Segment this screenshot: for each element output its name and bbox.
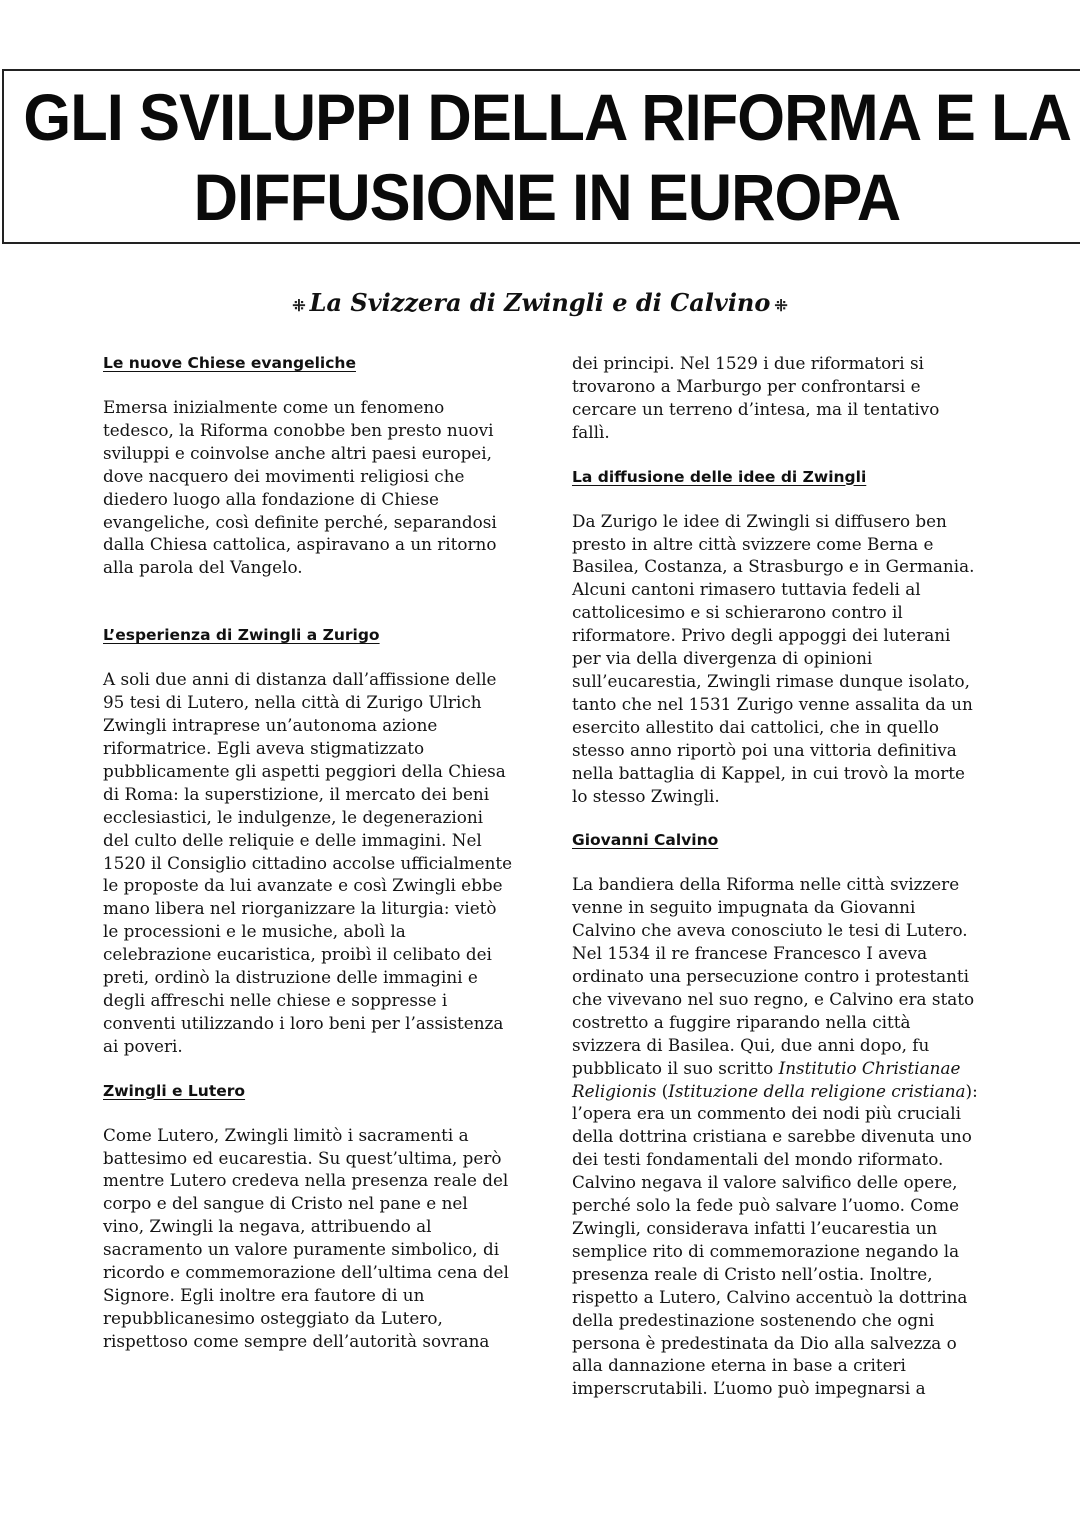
heading-calvino: Giovanni Calvino — [572, 831, 719, 850]
title-box — [2, 69, 1080, 244]
calvino-text-b: l’opera era un commento dei nodi più cruciali della dottrina cristiana e sarebbe divenuta uno dei testi fondamentali del mondo riformato. Calvino negava il valore salvifico delle opere, perché solo la fede può salvare l’uomo. Come Zwingli, considerava infatti l’eucarestia un semplice rito di commemorazione negando la presenza reale di Cristo nell’ostia. Inoltre, rispetto a Lutero, Calvino accentuò la dottrina della predestinazione sostenendo che ogni persona è predestinata da Dio alla salvezza o alla dannazione eterna in base a criteri imperscrutabili. L’uomo può impegnarsi a — [572, 1103, 972, 1399]
heading-zwingli-zurigo: L’esperienza di Zwingli a Zurigo — [103, 626, 380, 645]
section-title — [0, 288, 1080, 317]
section-title-text: La Svizzera di Zwingli e di Calvino — [309, 288, 771, 317]
title-line-2: DIFFUSIONE IN EUROPA — [193, 159, 901, 234]
paragraph-marburgo: dei principi. Nel 1529 i due riformatori si trovarono a Marburgo per confrontarsi e cercare un terreno d’intesa, ma il tentativo fallì. — [572, 353, 940, 442]
ornament-left-icon: ⁜ — [292, 296, 306, 315]
paragraph-zwingli-lutero: Come Lutero, Zwingli limitò i sacramenti a battesimo ed eucarestia. Su quest’ultima, però mentre Lutero credeva nella presenza reale del corpo e del sangue di Cristo nel pane e nel vino, Zwingli la negava, attribuendo al sacramento un valore puramente simbolico, di ricordo e commemorazione dell’ultima cena del Signore. Egli inoltre era fautore di un repubblicanesimo osteggiato da Lutero, rispettoso come sempre dell’autorità sovrana — [103, 1124, 509, 1351]
right-column — [572, 352, 982, 1400]
ornament-right-icon: ⁜ — [774, 296, 788, 315]
institutio-translation: Istituzione della religione cristiana — [668, 1080, 966, 1101]
heading-diffusione-zwingli: La diffusione delle idee di Zwingli — [572, 467, 867, 486]
institutio-title: Institutio Christianae Religionis — [572, 1057, 961, 1101]
title-line-1: GLI SVILUPPI DELLA RIFORMA E LA — [23, 79, 1071, 154]
paragraph-diffusione-zwingli: Da Zurigo le idee di Zwingli si diffusero ben presto in altre città svizzere come Berna e Basilea, Costanza, a Strasburgo e in Germania. Alcuni cantoni rimasero tuttavia fedeli al cattolicesimo e si schierarono contro il riformatore. Privo degli appoggi dei luterani per via della divergenza di opinioni sull’eucarestia, Zwingli rimase dunque isolato, tanto che nel 1531 Zurigo venne assalita da un esercito allestito dai cattolici, che in quello stesso anno riportò poi una vittoria definitiva nella battaglia di Kappel, in cui trovò la morte lo stesso Zwingli. — [572, 510, 975, 806]
paragraph-calvino: La bandiera della Riforma nelle città svizzere venne in seguito impugnata da Giovanni Calvino che aveva conosciuto le tesi di Lutero. Nel 1534 il re francese Francesco I aveva ordinato una persecuzione contro i protestanti che vivevano nel suo regno, e Calvino era stato costretto a fuggire riparando nella città svizzera di Basilea. Qui, due anni dopo, fu pubblicato il suo scritto Institutio Christianae Religionis (Istituzione della religione cristiana): l’opera era un commento dei nodi più cruciali della dottrina cristiana e sarebbe divenuta uno dei testi fondamentali del mondo riformato. Calvino negava il valore salvifico delle opere, perché solo la fede può salvare l’uomo. Come Zwingli, considerava infatti l’eucarestia un semplice rito di commemorazione negando la presenza reale di Cristo nell’ostia. Inoltre, rispetto a Lutero, Calvino accentuò la dottrina della predestinazione sostenendo che ogni persona è predestinata da Dio alla salvezza o alla dannazione eterna in base a criteri imperscrutabili. L’uomo può impegnarsi a — [572, 874, 978, 1399]
left-column — [103, 352, 513, 1353]
paragraph-zwingli-zurigo: A soli due anni di distanza dall’affissione delle 95 tesi di Lutero, nella città di Zurigo Ulrich Zwingli intraprese un’autonoma azione riformatrice. Egli aveva stigmatizzato pubblicamente gli aspetti peggiori della Chiesa di Roma: la superstizione, il mercato dei beni ecclesiastici, le indulgenze, le degenerazioni del culto delle reliquie e delle immagini. Nel 1520 il Consiglio cittadino accolse ufficialmente le proposte da lui avanzate e così Zwingli ebbe mano libera nel riorganizzare la liturgia: vietò le processioni e le musiche, abolì la celebrazione eucaristica, proibì il celibato dei preti, ordinò la distruzione delle immagini e degli affreschi nelle chiese e soppresse i conventi utilizzando i loro beni per l’assistenza ai poveri. — [103, 669, 513, 1056]
heading-zwingli-lutero: Zwingli e Lutero — [103, 1081, 246, 1100]
heading-nuove-chiese: Le nuove Chiese evangeliche — [103, 354, 356, 372]
paragraph-nuove-chiese: Emersa inizialmente come un fenomeno tedesco, la Riforma conobbe ben presto nuovi sviluppi e coinvolse anche altri paesi europei, dove nacquero dei movimenti religiosi che diedero luogo alla fondazione di Chiese evangeliche, così definite perché, separandosi dalla Chiesa cattolica, aspiravano a un ritorno alla parola del Vangelo. — [103, 397, 497, 578]
calvino-text-a: La bandiera della Riforma nelle città svizzere venne in seguito impugnata da Giovanni Calvino che aveva conosciuto le tesi di Lutero. Nel 1534 il re francese Francesco I aveva ordinato una persecuzione contro i protestanti che vivevano nel suo regno, e Calvino era stato costretto a fuggire riparando nella città svizzera di Basilea. Qui, due anni dopo, fu pubblicato il suo scritto — [572, 874, 975, 1078]
